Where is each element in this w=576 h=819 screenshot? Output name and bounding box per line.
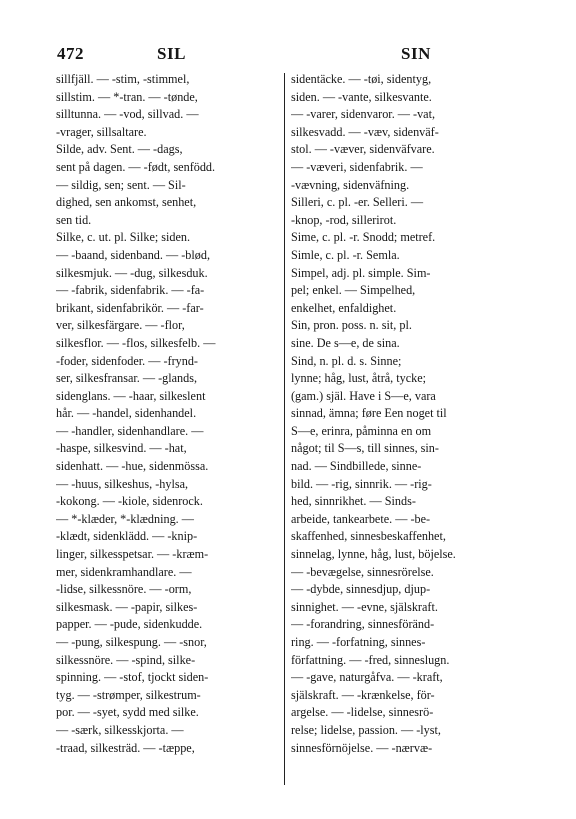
entry-line: -vævning, sidenväfning. <box>291 177 410 192</box>
entry-line: pel; enkel. — Simpelhed, <box>291 283 416 298</box>
entry-line: — -huus, silkeshus, -hylsa, <box>56 476 189 491</box>
entry-line: papper. — -pude, sidenkudde. <box>56 617 203 632</box>
entry-line: -haspe, silkesvind. — -hat, <box>56 441 187 456</box>
entry-line: sillstim. — *-tran. — -tønde, <box>56 89 198 104</box>
entry-line: sine. De s—e, de sina. <box>291 335 400 350</box>
entry-line: -lidse, silkessnöre. — -orm, <box>56 582 192 597</box>
entry-line: ring. — -forfatning, sinnes- <box>291 635 426 649</box>
entry-line: Silde, adv. Sent. — -dags, <box>56 142 183 157</box>
entry-line: sent på dagen. — -født, senfödd. <box>56 159 216 174</box>
entry-line: sinnighet. — -evne, själskraft. <box>291 599 438 614</box>
entry-line: linger, silkesspetsar. — -kræm- <box>56 547 209 562</box>
entry-line: por. — -syet, sydd med silke. <box>56 705 199 720</box>
entry-line: — -væveri, sidenfabrik. — <box>291 159 423 174</box>
right-guide-word: SIN <box>401 44 431 63</box>
entry-line: Silleri, c. pl. -er. Selleri. — <box>291 195 424 210</box>
entry-line: sinnesförnöjelse. — -nærvæ- <box>291 740 433 755</box>
entry-line: -vrager, sillsaltare. <box>56 124 147 139</box>
entry-line: — -fabrik, sidenfabrik. — -fa- <box>56 283 205 298</box>
entry-line: lynne; håg, lust, åtrå, tycke; <box>291 371 427 386</box>
entry-line: -klædt, sidenklädd. — -knip- <box>56 529 198 544</box>
entry-line: Silke, c. ut. pl. Silke; siden. <box>56 230 191 245</box>
entry-line: — -dybde, sinnesdjup, djup- <box>291 582 431 597</box>
entry-line: — -pung, silkespung. — -snor, <box>56 635 207 649</box>
entry-line: -kokong. — -kiole, sidenrock. <box>56 494 203 509</box>
entry-line: något; til S—s, till sinnes, sin- <box>291 441 439 456</box>
entry-line: — -forandring, sinnesföränd- <box>291 617 435 632</box>
column-divider <box>284 73 285 785</box>
entry-line: skaffenhed, sinnesbeskaffenhet, <box>291 529 446 544</box>
entry-line: spinning. — -stof, tjockt siden- <box>56 670 209 685</box>
entry-line: relse; lidelse, passion. — -lyst, <box>291 722 441 737</box>
entry-line: stol. — -væver, sidenväfvare. <box>291 142 435 157</box>
entry-line: — -bevægelse, sinnesrörelse. <box>291 564 434 579</box>
entry-line: sidenglans. — -haar, silkeslent <box>56 388 206 403</box>
entry-line: silkesflor. — -flos, silkesfelb. — <box>56 335 216 350</box>
entry-line: silkesmjuk. — -dug, silkesduk. <box>56 265 208 280</box>
entry-line: -knop, -rod, sillerirot. <box>291 212 397 227</box>
entry-line: — -varer, sidenvaror. — -vat, <box>291 107 436 122</box>
entry-line: sinnelag, lynne, håg, lust, böjelse. <box>291 547 456 562</box>
entry-line: silkesvadd. — -væv, sidenväf- <box>291 124 439 139</box>
entry-line: Sin, pron. poss. n. sit, pl. <box>291 318 412 333</box>
entry-line: Simpel, adj. pl. simple. Sim- <box>291 265 431 280</box>
entry-line: Sime, c. pl. -r. Snodd; metref. <box>291 230 436 245</box>
entry-line: dighed, sen ankomst, senhet, <box>56 195 197 210</box>
entry-line: mer, sidenkramhandlare. — <box>56 564 192 579</box>
entry-line: bild. — -rig, sinnrik. — -rig- <box>291 476 432 491</box>
right-column <box>291 71 523 757</box>
entry-line: Sind, n. pl. d. s. Sinne; <box>291 353 402 368</box>
entry-line: enkelhet, enfaldighet. <box>291 300 397 315</box>
entry-line: sidenhatt. — -hue, sidenmössa. <box>56 459 209 474</box>
page-number: 472 <box>57 44 84 63</box>
entry-line: silltunna. — -vod, sillvad. — <box>56 107 199 122</box>
entry-line: — -handler, sidenhandlare. — <box>56 423 204 438</box>
entry-line: — -gave, naturgåfva. — -kraft, <box>291 670 443 685</box>
page-header <box>57 44 537 66</box>
entry-line: sidentäcke. — -tøi, sidentyg, <box>291 72 432 86</box>
entry-line: argelse. — -lidelse, sinnesrö- <box>291 705 434 720</box>
entry-line: brikant, sidenfabrikör. — -far- <box>56 300 204 315</box>
entry-line: — -baand, sidenband. — -blød, <box>56 247 211 262</box>
entry-line: silkessnöre. — -spind, silke- <box>56 652 196 667</box>
entry-line: silkesmask. — -papir, silkes- <box>56 599 198 614</box>
entry-line: — -særk, silkesskjorta. — <box>56 722 184 737</box>
entry-line: själskraft. — -krænkelse, för- <box>291 687 435 702</box>
entry-line: (gam.) själ. Have i S—e, vara <box>291 388 436 403</box>
entry-line: sinnad, ämna; føre Een noget til <box>291 406 447 421</box>
entry-line: ver, silkesfärgare. — -flor, <box>56 318 185 333</box>
entry-line: -foder, sidenfoder. — -frynd- <box>56 353 198 368</box>
entry-line: arbeide, tankearbete. — -be- <box>291 511 431 526</box>
entry-line: hår. — -handel, sidenhandel. <box>56 406 197 421</box>
left-column <box>56 71 288 757</box>
entry-line: — *-klæder, *-klædning. — <box>56 511 194 526</box>
entry-line: hed, sinnrikhet. — Sinds- <box>291 494 416 509</box>
entry-line: nad. — Sindbillede, sinne- <box>291 459 422 474</box>
entry-line: tyg. — -strømper, silkestrum- <box>56 687 201 702</box>
entry-line: siden. — -vante, silkesvante. <box>291 89 432 104</box>
entry-line: Simle, c. pl. -r. Semla. <box>291 247 400 262</box>
entry-line: sillfjäll. — -stim, -stimmel, <box>56 72 190 86</box>
entry-line: S—e, erinra, påminna en om <box>291 423 432 438</box>
entry-line: sen tid. <box>56 212 92 227</box>
left-guide-word: SIL <box>157 44 186 63</box>
entry-line: författning. — -fred, sinneslugn. <box>291 652 450 667</box>
entry-line: -traad, silkesträd. — -tæppe, <box>56 740 195 755</box>
entry-line: — sildig, sen; sent. — Sil- <box>56 177 186 192</box>
entry-line: ser, silkesfransar. — -glands, <box>56 371 197 386</box>
